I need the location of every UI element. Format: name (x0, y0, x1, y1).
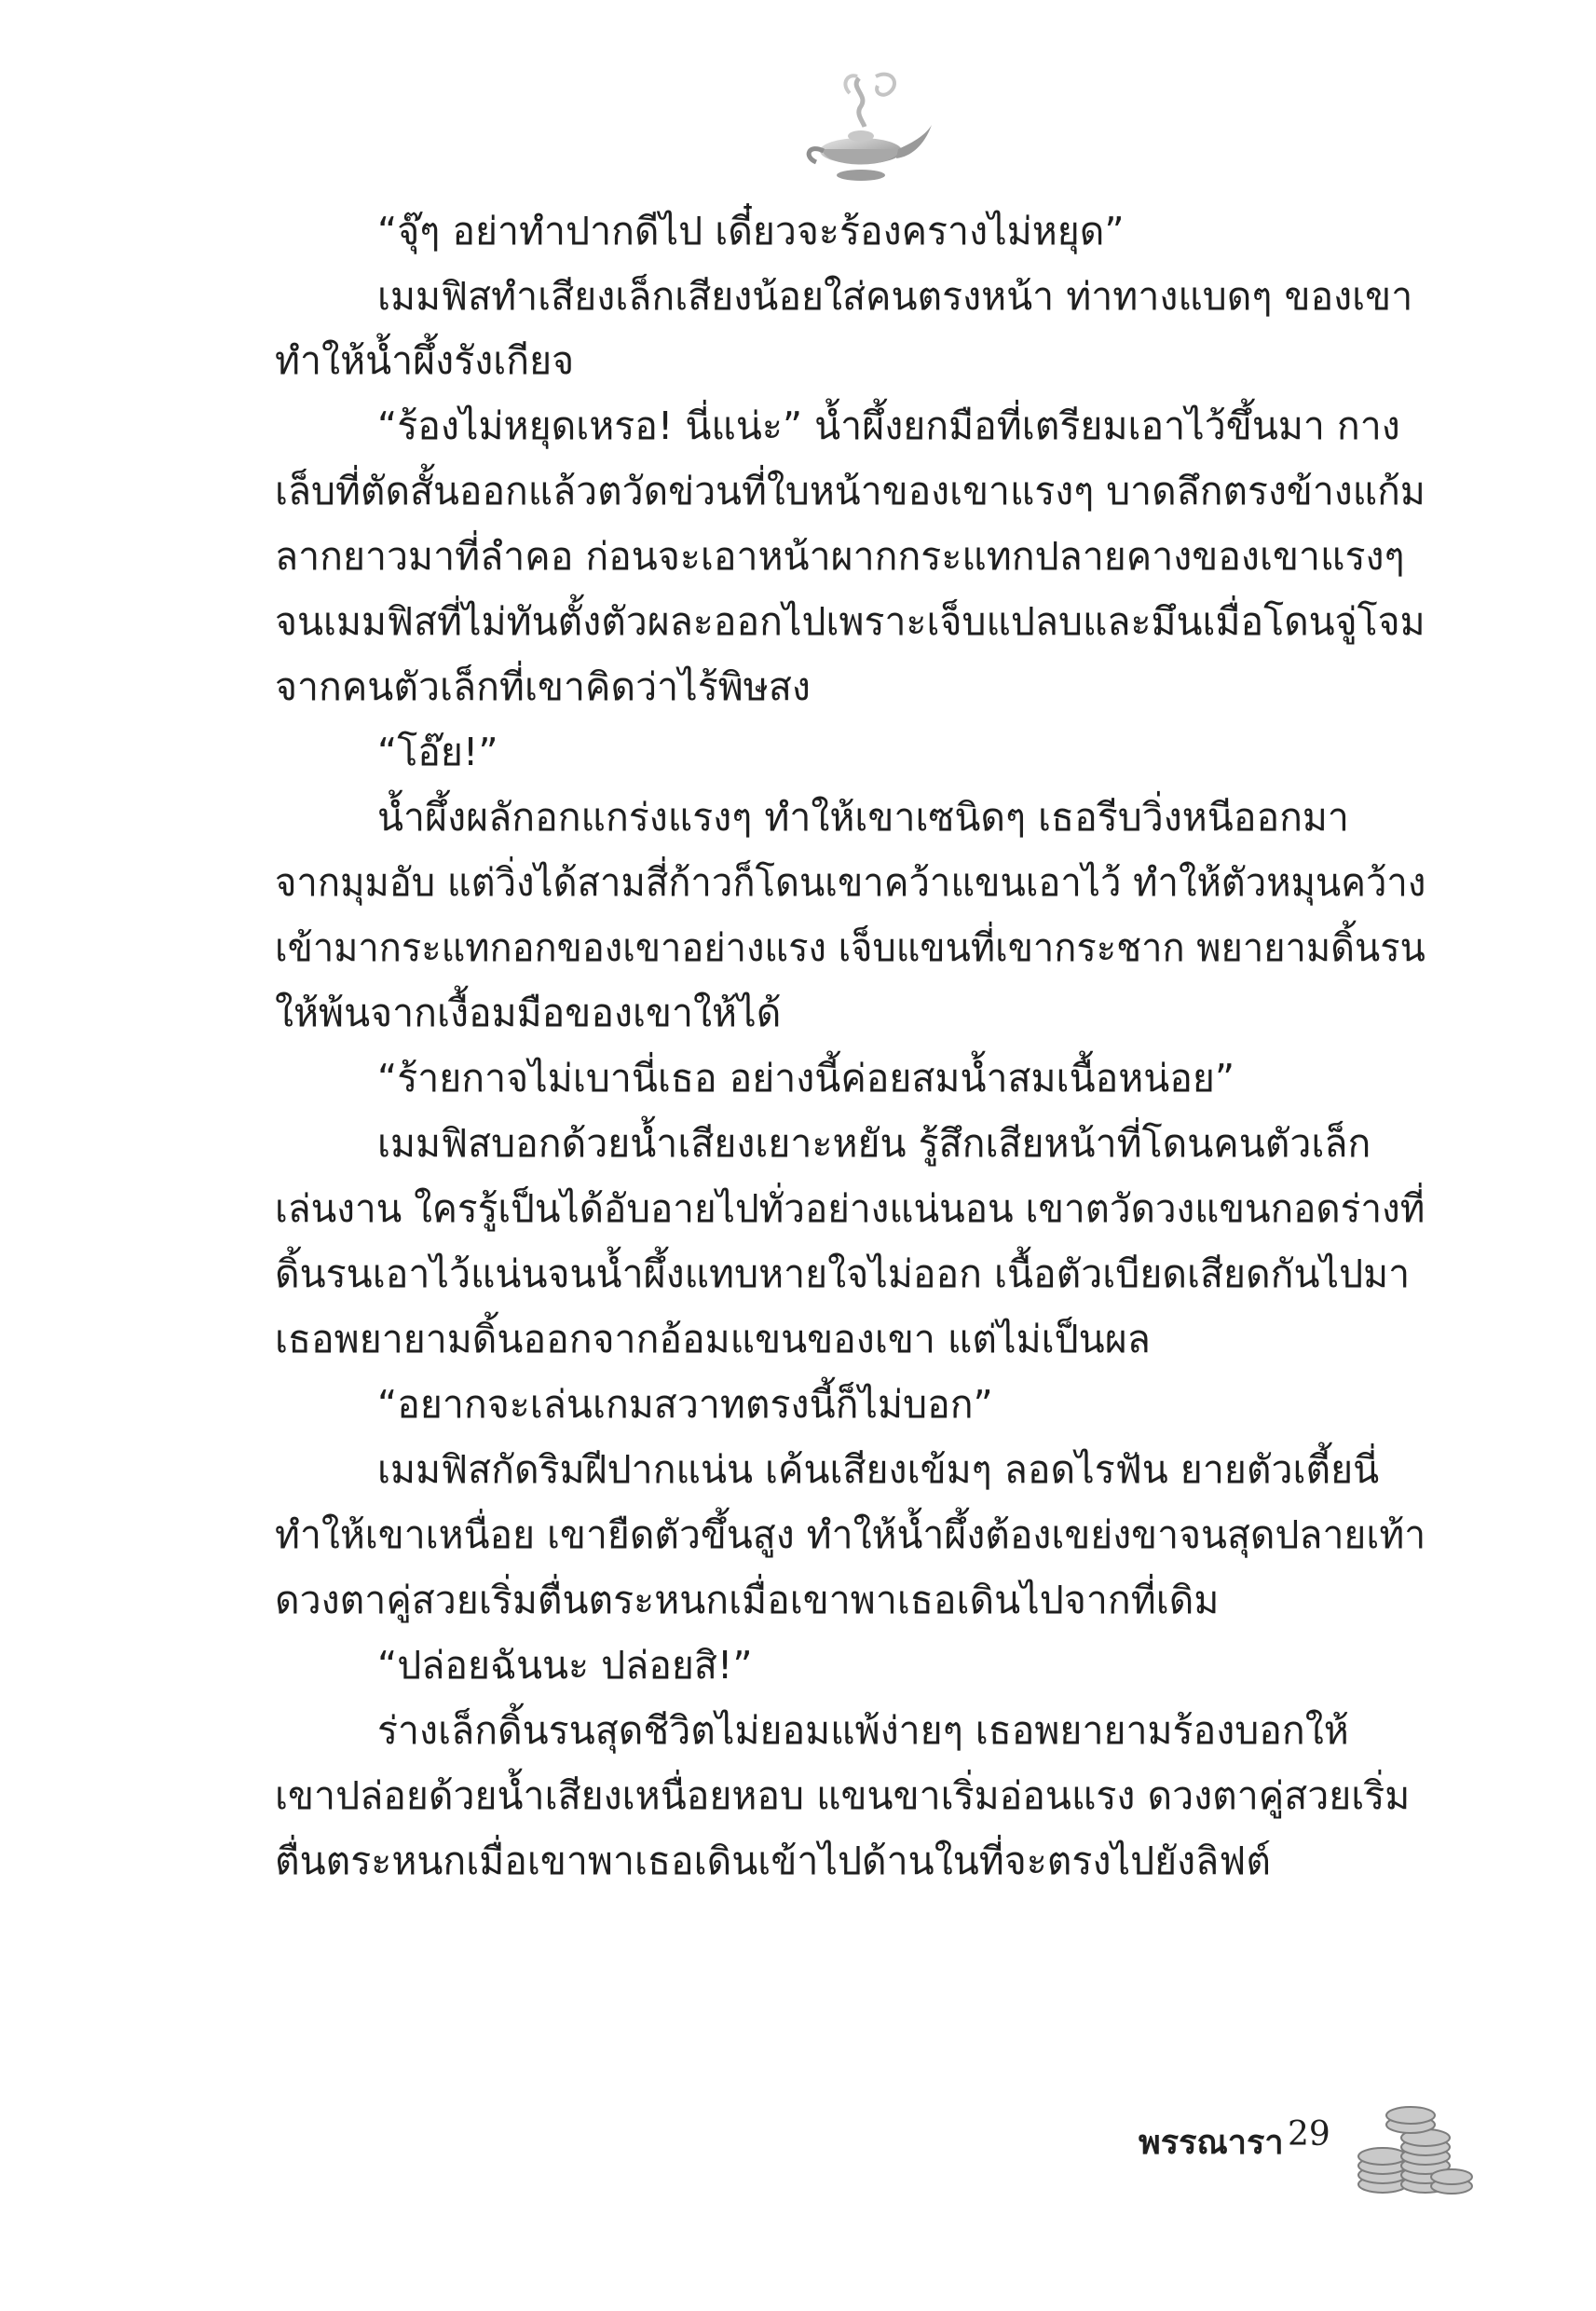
text-line: จากคนตัวเล็กที่เขาคิดว่าไร้พิษสง (275, 664, 811, 709)
text-line: จากมุมอับ แต่วิ่งได้สามสี่ก้าวก็โดนเขาคว้าแขนเอาไว้ ทำให้ตัวหมุนคว้าง (275, 860, 1426, 905)
page-number: 29 (1288, 2115, 1330, 2154)
text-line: เมมฟิสบอกด้วยน้ำเสียงเยาะหยัน รู้สึกเสียหน้าที่โดนคนตัวเล็ก (377, 1121, 1371, 1166)
text-line: ดวงตาคู่สวยเริ่มตื่นตระหนกเมื่อเขาพาเธอเดินไปจากที่เดิม (275, 1578, 1220, 1622)
casino-chips-icon (1355, 2097, 1476, 2199)
text-line: เล่นงาน ใครรู้เป็นได้อับอายไปทั่วอย่างแน่นอน เขาตวัดวงแขนกอดร่างที่ (275, 1186, 1425, 1231)
text-line: จนเมมฟิสที่ไม่ทันตั้งตัวผละออกไปเพราะเจ็บแปลบและมึนเมื่อโดนจู่โจม (275, 599, 1425, 644)
text-line: ทำให้เขาเหนื่อย เขายืดตัวขึ้นสูง ทำให้น้ำผึ้งต้องเขย่งขาจนสุดปลายเท้า (275, 1512, 1426, 1557)
genie-lamp-icon (794, 60, 934, 199)
text-line: ร่างเล็กดิ้นรนสุดชีวิตไม่ยอมแพ้ง่ายๆ เธอพยายามร้องบอกให้ (377, 1708, 1349, 1753)
text-line: น้ำผึ้งผลักอกแกร่งแรงๆ ทำให้เขาเซนิดๆ เธอรีบวิ่งหนีออกมา (377, 795, 1349, 840)
text-line: “อยากจะเล่นเกมสวาทตรงนี้ก็ไม่บอก” (377, 1382, 993, 1427)
text-line: “จุ๊ๆ อย่าทำปากดีไป เดี๋ยวจะร้องครางไม่หยุด” (377, 209, 1125, 253)
text-line: เมมฟิสทำเสียงเล็กเสียงน้อยใส่คนตรงหน้า ท่าทางแบดๆ ของเขา (377, 274, 1413, 319)
text-line: “ร้ายกาจไม่เบานี่เธอ อย่างนี้ค่อยสมน้ำสมเนื้อหน่อย” (377, 1056, 1235, 1101)
text-line: “ร้องไม่หยุดเหรอ! นี่แน่ะ” น้ำผึ้งยกมือที่เตรียมเอาไว้ขึ้นมา กาง (377, 403, 1400, 448)
text-line: เธอพยายามดิ้นออกจากอ้อมแขนของเขา แต่ไม่เป็นผล (275, 1317, 1151, 1361)
text-line: เล็บที่ตัดสั้นออกแล้วตวัดข่วนที่ใบหน้าของเขาแรงๆ บาดลึกตรงข้างแก้ม (275, 469, 1425, 513)
text-line: ให้พ้นจากเงื้อมมือของเขาให้ได้ (275, 991, 782, 1035)
text-line: “โอ๊ย!” (377, 730, 498, 774)
text-line: เข้ามากระแทกอกของเขาอย่างแรง เจ็บแขนที่เขากระชาก พยายามดิ้นรน (275, 925, 1425, 970)
text-line: “ปล่อยฉันนะ ปล่อยสิ!” (377, 1643, 753, 1688)
text-line: ลากยาวมาที่ลำคอ ก่อนจะเอาหน้าผากกระแทกปลายคางของเขาแรงๆ (275, 534, 1405, 579)
text-line: เขาปล่อยด้วยน้ำเสียงเหนื่อยหอบ แขนขาเริ่มอ่อนแรง ดวงตาคู่สวยเริ่ม (275, 1773, 1411, 1818)
text-line: ทำให้น้ำผึ้งรังเกียจ (275, 338, 575, 383)
book-title: พรรณารา (1139, 2123, 1284, 2162)
text-line: เมมฟิสกัดริมฝีปากแน่น เค้นเสียงเข้มๆ ลอดไรฟัน ยายตัวเตี้ยนี่ (377, 1447, 1380, 1492)
text-line: ตื่นตระหนกเมื่อเขาพาเธอเดินเข้าไปด้านในที่จะตรงไปยังลิฟต์ (275, 1839, 1271, 1883)
text-line: ดิ้นรนเอาไว้แน่นจนน้ำผึ้งแทบหายใจไม่ออก เนื้อตัวเบียดเสียดกันไปมา (275, 1251, 1411, 1296)
